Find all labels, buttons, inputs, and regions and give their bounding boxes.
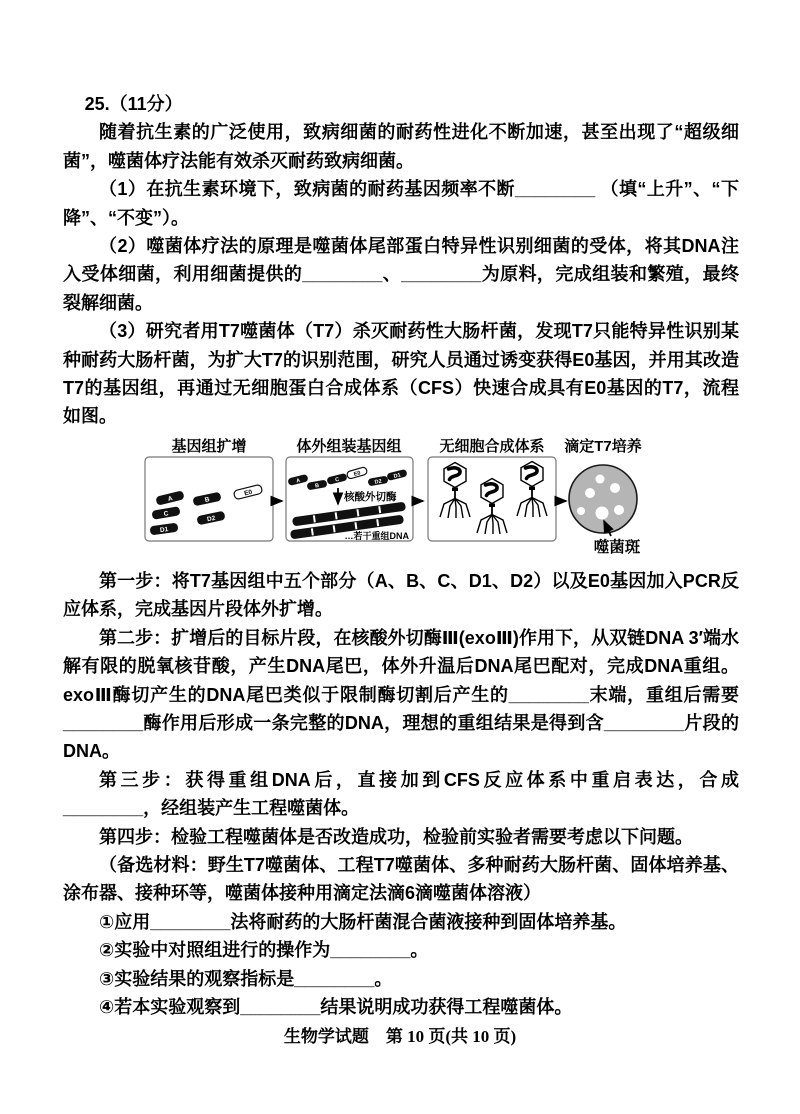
sub-item-1: ①应用________法将耐药的大肠杆菌混合菌液接种到固体培养基。	[99, 911, 627, 932]
intro-paragraph: 随着抗生素的广泛使用，致病细菌的耐药性进化不断加速，甚至出现了“超级细菌”，噬菌体疗法能有效杀灭耐药致病细菌。	[63, 122, 739, 171]
question-25-block	[63, 90, 739, 1021]
plaque-dot	[596, 506, 609, 519]
step-1: 第一步：将T7基因组中五个部分（A、B、C、D1、D2）以及E0基因加入PCR反应体系，完成基因片段体外扩增。	[63, 570, 739, 620]
plaque-dot	[610, 483, 620, 493]
page-footer: 生物学试题 第 10 页(共 10 页)	[283, 1027, 517, 1046]
sub-item-4: ④若本实验观察到________结果说明成功获得工程噬菌体。	[99, 996, 573, 1017]
svg-text:A: A	[295, 477, 301, 485]
svg-text:A: A	[167, 494, 174, 503]
stage2-title: 体外组装基因组	[296, 437, 402, 455]
svg-text:C: C	[334, 476, 340, 484]
sub-item-3: ③实验结果的观察指标是________。	[99, 968, 393, 989]
sub-question-2: （2）噬菌体疗法的原理是噬菌体尾部蛋白特异性识别细菌的受体，将其DNA注入受体细菌，利用细菌提供的________、________为原料，完成组装和繁殖，最终裂解细菌。	[63, 236, 739, 313]
stage3-title: 无细胞合成体系	[439, 437, 545, 455]
svg-text:D2: D2	[374, 478, 383, 486]
svg-text:D1: D1	[393, 472, 402, 480]
sub-question-3: （3）研究者用T7噬菌体（T7）杀灭耐药性大肠杆菌，发现T7只能特异性识别某种耐药大肠杆菌，为扩大T7的识别范围，研究人员通过诱变获得E0基因，并用其改造T7的基因组，再通过无细胞蛋白合成体系（CFS）快速合成具有E0基因的T7，流程如图。	[63, 321, 739, 427]
svg-text:B: B	[204, 496, 211, 504]
step-3: 第三步：获得重组DNA后，直接加到CFS反应体系中重启表达，合成________，经组装产生工程噬菌体。	[63, 769, 739, 819]
petri-dish	[569, 465, 637, 533]
svg-text:D1: D1	[159, 525, 169, 535]
sub-question-1: （1）在抗生素环境下，致病菌的耐药基因频率不断________ （填“上升”、“下降”、“不变”）。	[63, 179, 739, 228]
materials-note: （备选材料：野生T7噬菌体、工程T7噬菌体、多种耐药大肠杆菌、固体培养基、涂布器、接种环等，噬菌体接种用滴定法滴6滴噬菌体溶液）	[63, 854, 739, 904]
svg-text:D2: D2	[206, 514, 217, 524]
svg-text:E0: E0	[243, 488, 253, 498]
svg-text:B: B	[314, 482, 320, 490]
stage1-title: 基因组扩增	[171, 437, 247, 455]
exonuclease-label: 核酸外切酶	[344, 490, 397, 503]
plaque-dot	[577, 507, 585, 515]
recombinant-dna-label: …若干重组DNA	[344, 530, 409, 541]
process-diagram	[141, 437, 681, 559]
sub-item-2: ②实验中对照组进行的操作为________。	[99, 940, 429, 961]
plaque-dot	[585, 488, 595, 498]
step-4: 第四步：检验工程噬菌体是否改造成功，检验前实验者需要考虑以下问题。	[99, 826, 693, 847]
svg-text:E0: E0	[353, 470, 362, 478]
svg-text:C: C	[163, 510, 170, 518]
plaque-label: 噬菌斑	[593, 538, 641, 556]
step-2: 第二步：扩增后的目标片段，在核酸外切酶Ⅲ(exoⅢ)作用下，从双链DNA 3′端水解有限的脱氧核苷酸，产生DNA尾巴，体外升温后DNA尾巴配对，完成DNA重组。exoⅢ酶切产生的DNA尾巴类似于限制酶切割后产生的________末端，重组后需要________酶作用后形成一条完整的DNA，理想的重组结果是得到含________片段的DNA。	[63, 627, 739, 762]
stage4-title: 滴定T7培养	[564, 437, 642, 455]
plaque-dot	[596, 474, 605, 483]
question-number: 25.（11分）	[84, 94, 183, 114]
plaque-dot	[614, 505, 624, 515]
